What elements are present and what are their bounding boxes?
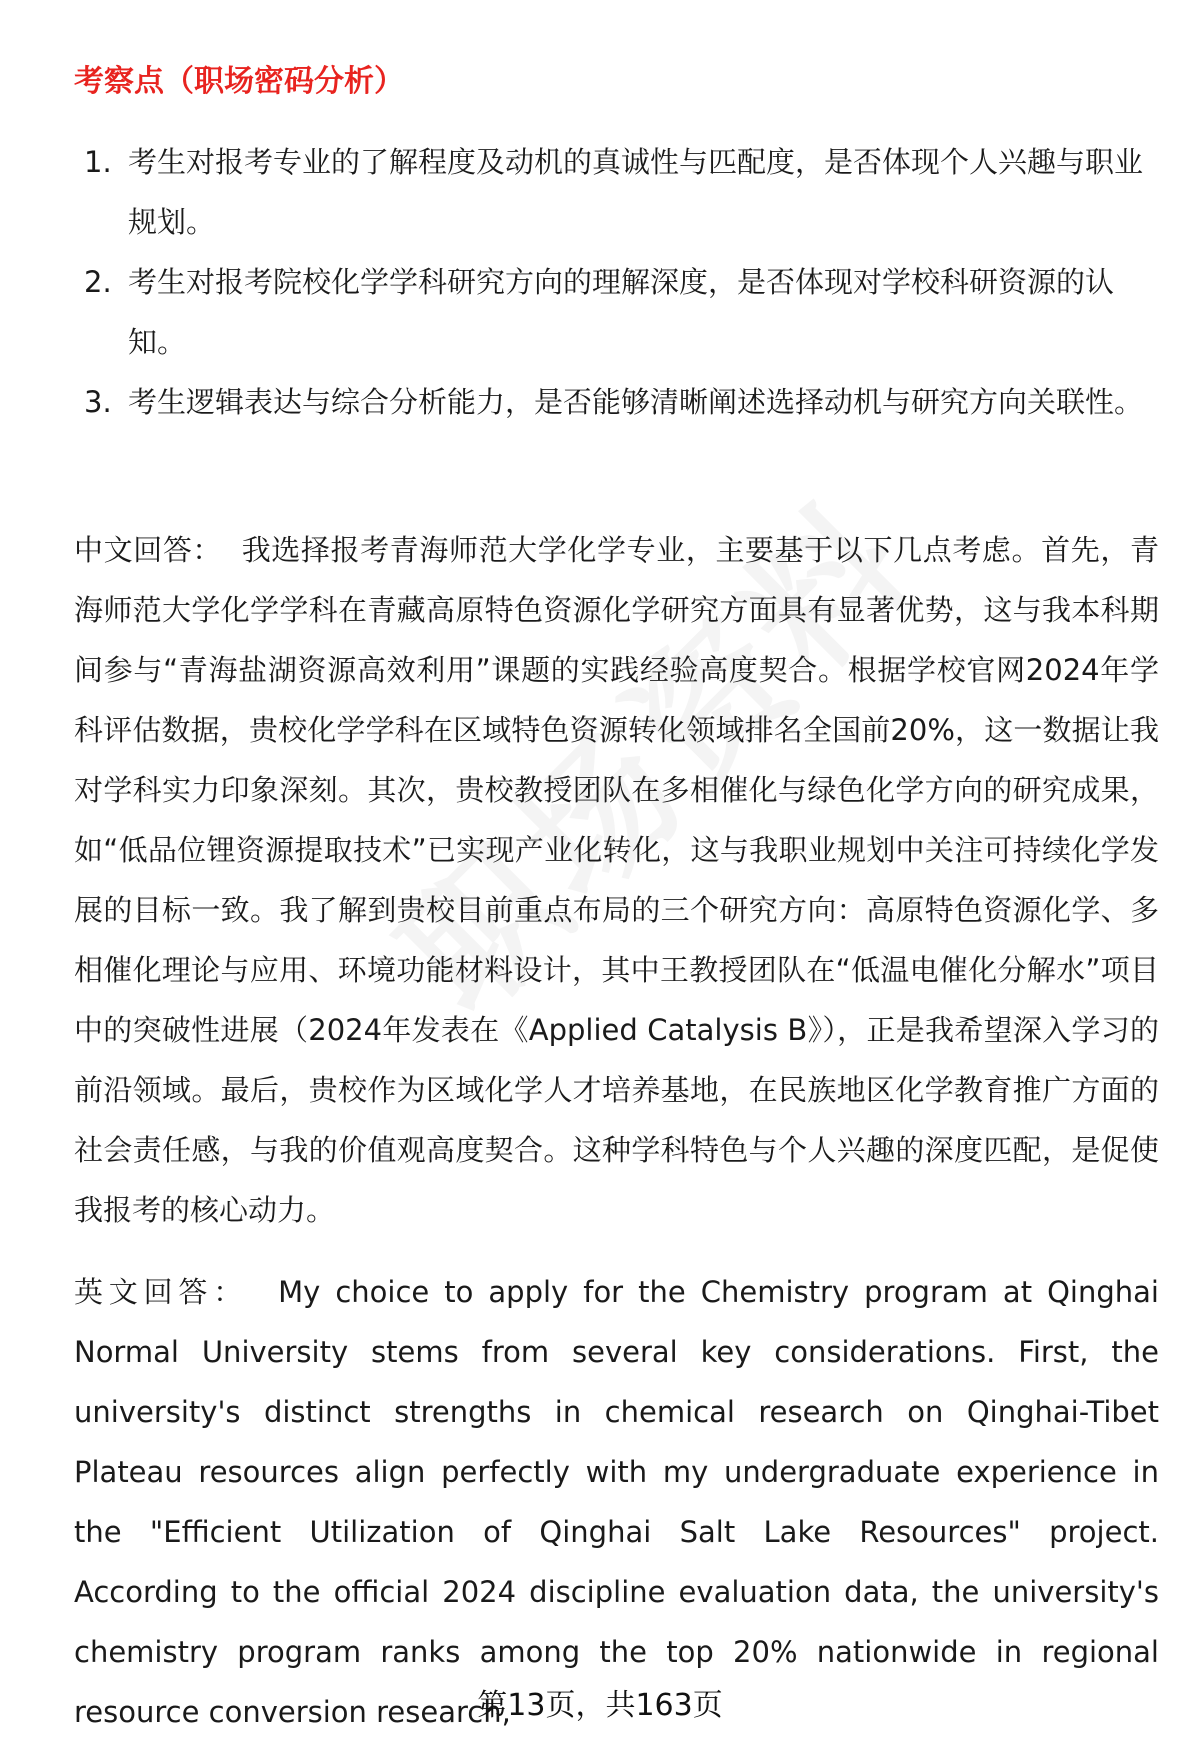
assessment-points-list [74, 132, 1154, 432]
english-answer-text: My choice to apply for the Chemistry program at Qinghai Normal University stems from several key considerations. First, the university's distinct strengths in chemical research on Qinghai-Tibet Plateau resources align perfectly with my undergraduate experience in the "Efficient Utilization of Qinghai Salt Lake Resources" project. According to the official 2024 discipline evaluation data, the university's chemistry program ranks among the top 20% nationwide in regional resource conversion research, [74, 1275, 1159, 1729]
list-item-number: 3. [84, 385, 112, 419]
english-answer-label: 英文回答： [74, 1275, 249, 1309]
list-item [74, 372, 1154, 432]
list-item-text: 考生逻辑表达与综合分析能力，是否能够清晰阐述选择动机与研究方向关联性。 [128, 385, 1144, 419]
page-number: 第13页，共163页 [477, 1688, 723, 1723]
english-answer [74, 1262, 1159, 1742]
chinese-answer-text: 我选择报考青海师范大学化学专业，主要基于以下几点考虑。首先，青海师范大学化学学科在青藏高原特色资源化学研究方面具有显著优势，这与我本科期间参与“青海盐湖资源高效利用”课题的实践经验高度契合。根据学校官网2024年学科评估数据，贵校化学学科在区域特色资源转化领域排名全国前20%，这一数据让我对学科实力印象深刻。其次，贵校教授团队在多相催化与绿色化学方向的研究成果，如“低品位锂资源提取技术”已实现产业化转化，这与我职业规划中关注可持续化学发展的目标一致。我了解到贵校目前重点布局的三个研究方向：高原特色资源化学、多相催化理论与应用、环境功能材料设计，其中王教授团队在“低温电催化分解水”项目中的突破性进展（2024年发表在《Applied Catalysis B》），正是我希望深入学习的前沿领域。最后，贵校作为区域化学人才培养基地，在民族地区化学教育推广方面的社会责任感，与我的价值观高度契合。这种学科特色与个人兴趣的深度匹配，是促使我报考的核心动力。 [74, 533, 1159, 1227]
list-item-number: 2. [84, 265, 112, 299]
list-item [74, 132, 1154, 252]
list-item-text: 考生对报考院校化学学科研究方向的理解深度，是否体现对学校科研资源的认知。 [128, 265, 1115, 359]
section-title: 考察点（职场密码分析） [74, 64, 404, 99]
list-item [74, 252, 1154, 372]
chinese-answer [74, 520, 1159, 1240]
chinese-answer-label: 中文回答： [74, 533, 223, 567]
list-item-text: 考生对报考专业的了解程度及动机的真诚性与匹配度，是否体现个人兴趣与职业规划。 [128, 145, 1144, 239]
list-item-number: 1. [84, 145, 112, 179]
